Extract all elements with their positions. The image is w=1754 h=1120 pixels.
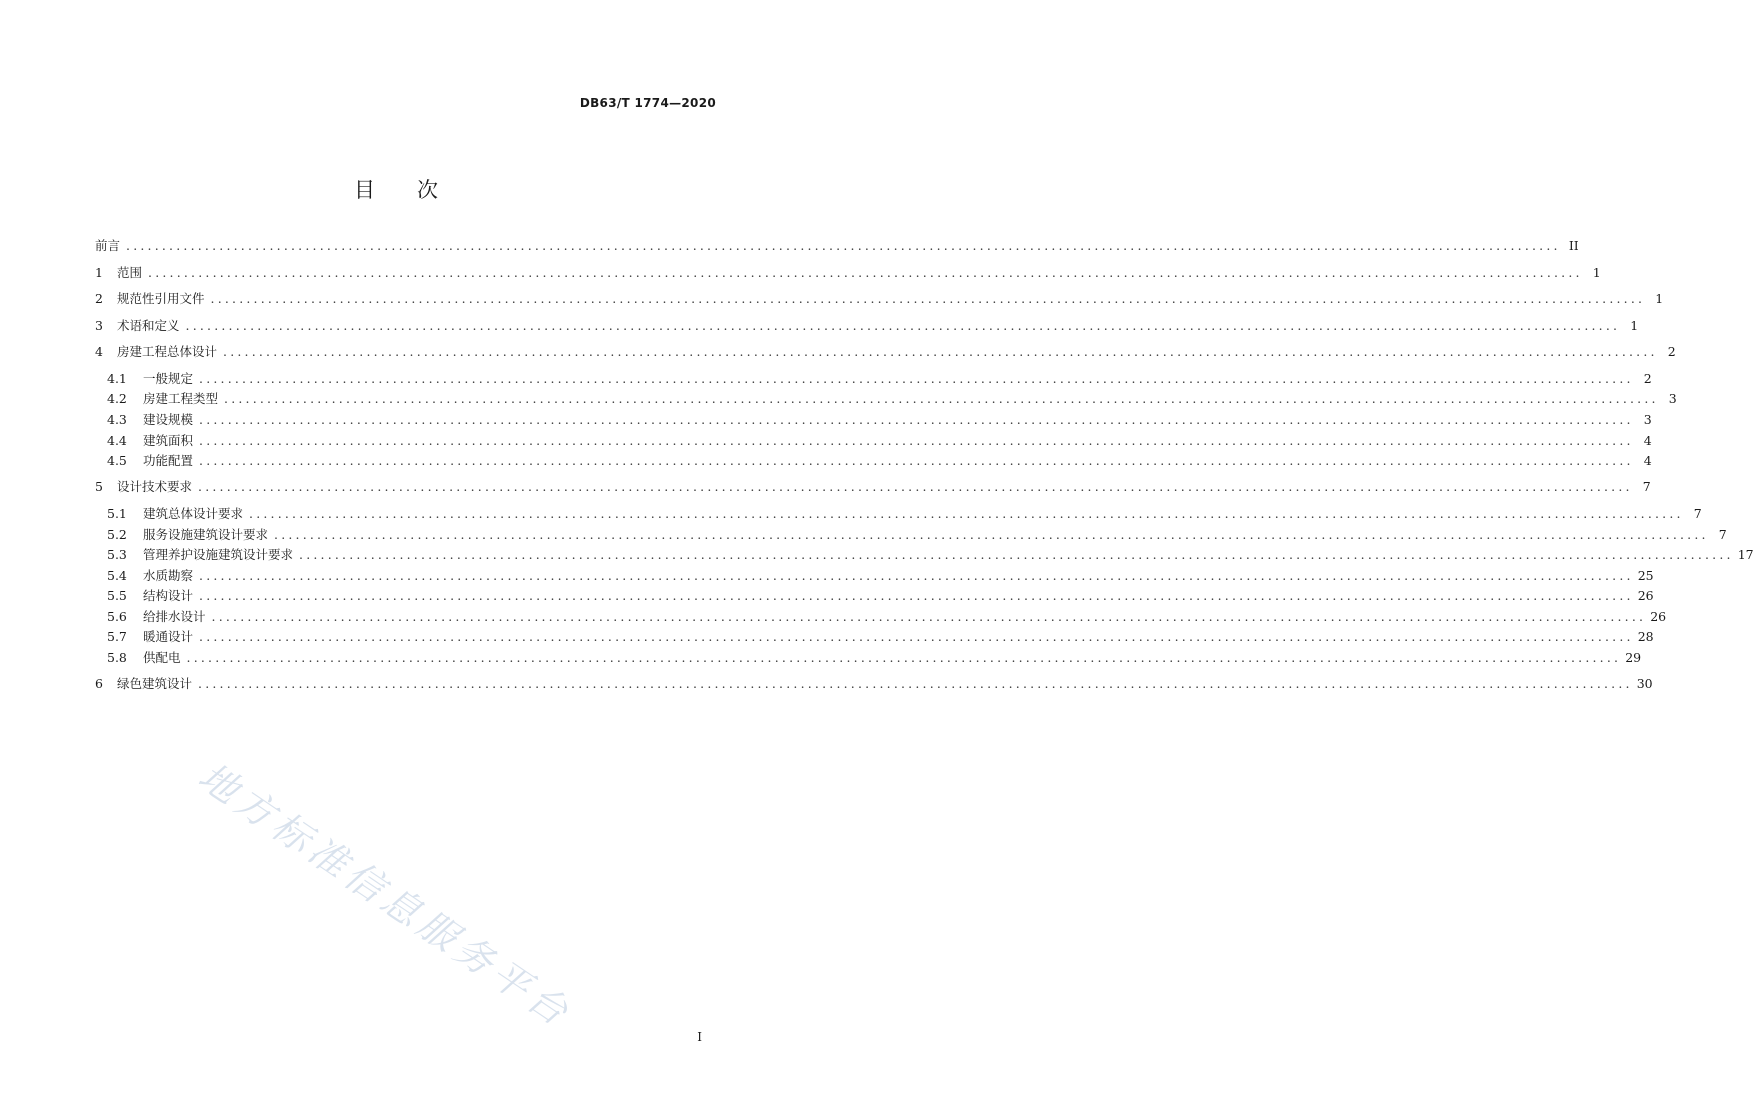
toc-entry-label: 结构设计 — [143, 588, 194, 603]
toc-entry-number: 4 — [95, 344, 103, 359]
toc-entry[interactable] — [95, 263, 1601, 283]
toc-entry-page: 26 — [1637, 588, 1654, 603]
toc-entry-page: 7 — [1718, 527, 1727, 542]
toc-entry[interactable] — [95, 648, 1642, 668]
toc-leader-dots: ........................................................................................................................................................................................................ — [199, 412, 1634, 427]
toc-entry-number: 6 — [95, 676, 103, 691]
toc-entry[interactable] — [95, 236, 1579, 256]
toc-entry-page: 1 — [1592, 265, 1601, 280]
toc-entry-number: 1 — [95, 265, 103, 280]
toc-leader-dots: ........................................................................................................................................................................................................ — [223, 344, 1658, 359]
toc-entry-number: 5.4 — [107, 568, 127, 583]
toc-entry-number: 5.6 — [107, 609, 127, 624]
toc-entry-page: II — [1568, 238, 1579, 253]
toc-entry-page: 7 — [1642, 479, 1651, 494]
toc-leader-dots: ........................................................................................................................................................................................................ — [224, 391, 1659, 406]
toc-entry-page: 7 — [1693, 506, 1702, 521]
toc-entry-number: 4.3 — [107, 412, 127, 427]
toc-entry-label: 建筑总体设计要求 — [143, 506, 244, 521]
toc-entry[interactable] — [95, 627, 1654, 647]
toc-entry-number: 4.5 — [107, 453, 127, 468]
toc-entry-page: 3 — [1668, 391, 1677, 406]
toc-leader-dots: ........................................................................................................................................................................................................ — [199, 568, 1634, 583]
toc-entry-page: 28 — [1637, 629, 1654, 644]
toc-entry[interactable] — [95, 342, 1676, 362]
toc-entry-label: 房建工程总体设计 — [117, 344, 218, 359]
toc-entry-page: 26 — [1650, 609, 1667, 624]
toc-entry[interactable] — [95, 545, 1754, 565]
toc-entry-page: 30 — [1636, 676, 1653, 691]
toc-entry-page: 3 — [1643, 412, 1652, 427]
toc-entry[interactable] — [95, 586, 1654, 606]
toc-entry-label: 服务设施建筑设计要求 — [143, 527, 269, 542]
toc-leader-dots: ........................................................................................................................................................................................................ — [199, 588, 1634, 603]
toc-entry-number: 5.1 — [107, 506, 127, 521]
toc-entry-label: 一般规定 — [143, 371, 194, 386]
toc-entry[interactable] — [95, 477, 1651, 497]
toc-leader-dots: ........................................................................................................................................................................................................ — [249, 506, 1684, 521]
watermark: 地方标准信息服务平台 — [190, 754, 581, 1037]
toc-entry-label: 供配电 — [143, 650, 181, 665]
toc-entry-number: 5.3 — [107, 547, 127, 562]
toc-entry-label: 范围 — [117, 265, 143, 280]
toc-entry[interactable] — [95, 389, 1677, 409]
toc-leader-dots: ........................................................................................................................................................................................................ — [199, 453, 1634, 468]
toc-entry[interactable] — [95, 566, 1654, 586]
page-title: 目次 — [354, 178, 480, 202]
toc-entry-page: 4 — [1643, 453, 1652, 468]
toc-entry-number: 5.7 — [107, 629, 127, 644]
toc-entry[interactable] — [95, 451, 1652, 471]
toc-entry[interactable] — [95, 410, 1652, 430]
toc-entry-page: 1 — [1655, 291, 1664, 306]
toc-entry-label: 功能配置 — [143, 453, 194, 468]
toc-entry[interactable] — [95, 369, 1652, 389]
toc-leader-dots: ........................................................................................................................................................................................................ — [126, 238, 1561, 253]
toc-entry[interactable] — [95, 525, 1727, 545]
toc-entry-number: 5.2 — [107, 527, 127, 542]
toc-leader-dots: ........................................................................................................................................................................................................ — [210, 291, 1646, 306]
toc-entry-label: 术语和定义 — [117, 318, 180, 333]
toc-leader-dots: ........................................................................................................................................................................................................ — [185, 318, 1621, 333]
document-code: DB63/T 1774—2020 — [579, 96, 716, 110]
toc-leader-dots: ........................................................................................................................................................................................................ — [198, 479, 1633, 494]
toc-entry-label: 暖通设计 — [143, 629, 194, 644]
toc-leader-dots: ........................................................................................................................................................................................................ — [186, 650, 1622, 665]
toc-entry-number: 2 — [95, 291, 103, 306]
toc-entry-page: 17 — [1737, 547, 1754, 562]
toc-entry-number: 3 — [95, 318, 103, 333]
toc-leader-dots: ........................................................................................................................................................................................................ — [199, 433, 1634, 448]
toc-entry-number: 4.4 — [107, 433, 127, 448]
toc-entry-page: 4 — [1643, 433, 1652, 448]
toc-entry[interactable] — [95, 504, 1702, 524]
toc-leader-dots: ........................................................................................................................................................................................................ — [211, 609, 1647, 624]
toc-entry[interactable] — [95, 289, 1664, 309]
toc-leader-dots: ........................................................................................................................................................................................................ — [299, 547, 1734, 562]
toc-leader-dots: ........................................................................................................................................................................................................ — [198, 676, 1633, 691]
toc-entry-page: 1 — [1630, 318, 1639, 333]
toc-leader-dots: ........................................................................................................................................................................................................ — [199, 371, 1634, 386]
toc-entry-label: 建设规模 — [143, 412, 194, 427]
toc-entry-number: 4.2 — [107, 391, 127, 406]
toc-entry-label: 设计技术要求 — [117, 479, 193, 494]
toc-entry-label: 建筑面积 — [143, 433, 194, 448]
toc-entry[interactable] — [95, 316, 1639, 336]
toc-entry-label: 给排水设计 — [143, 609, 206, 624]
toc-entry[interactable] — [95, 431, 1652, 451]
toc-entry-label: 规范性引用文件 — [117, 291, 205, 306]
toc-entry-number: 4.1 — [107, 371, 127, 386]
page-number: I — [697, 1030, 702, 1044]
toc-entry-label: 前言 — [95, 238, 121, 253]
toc-entry-label: 水质勘察 — [143, 568, 194, 583]
toc-leader-dots: ........................................................................................................................................................................................................ — [199, 629, 1634, 644]
toc-leader-dots: ........................................................................................................................................................................................................ — [274, 527, 1709, 542]
toc-entry-label: 管理养护设施建筑设计要求 — [143, 547, 294, 562]
toc-entry[interactable] — [95, 607, 1667, 627]
toc-entry-number: 5.5 — [107, 588, 127, 603]
toc-entry-label: 绿色建筑设计 — [117, 676, 193, 691]
toc-entry-page: 2 — [1667, 344, 1676, 359]
toc-entry-page: 29 — [1625, 650, 1642, 665]
toc-entry-number: 5.8 — [107, 650, 127, 665]
toc-entry-page: 25 — [1637, 568, 1654, 583]
toc-entry-label: 房建工程类型 — [143, 391, 219, 406]
toc-entry-number: 5 — [95, 479, 103, 494]
toc-leader-dots: ........................................................................................................................................................................................................ — [148, 265, 1583, 280]
toc-entry[interactable] — [95, 674, 1653, 694]
toc-entry-page: 2 — [1643, 371, 1652, 386]
